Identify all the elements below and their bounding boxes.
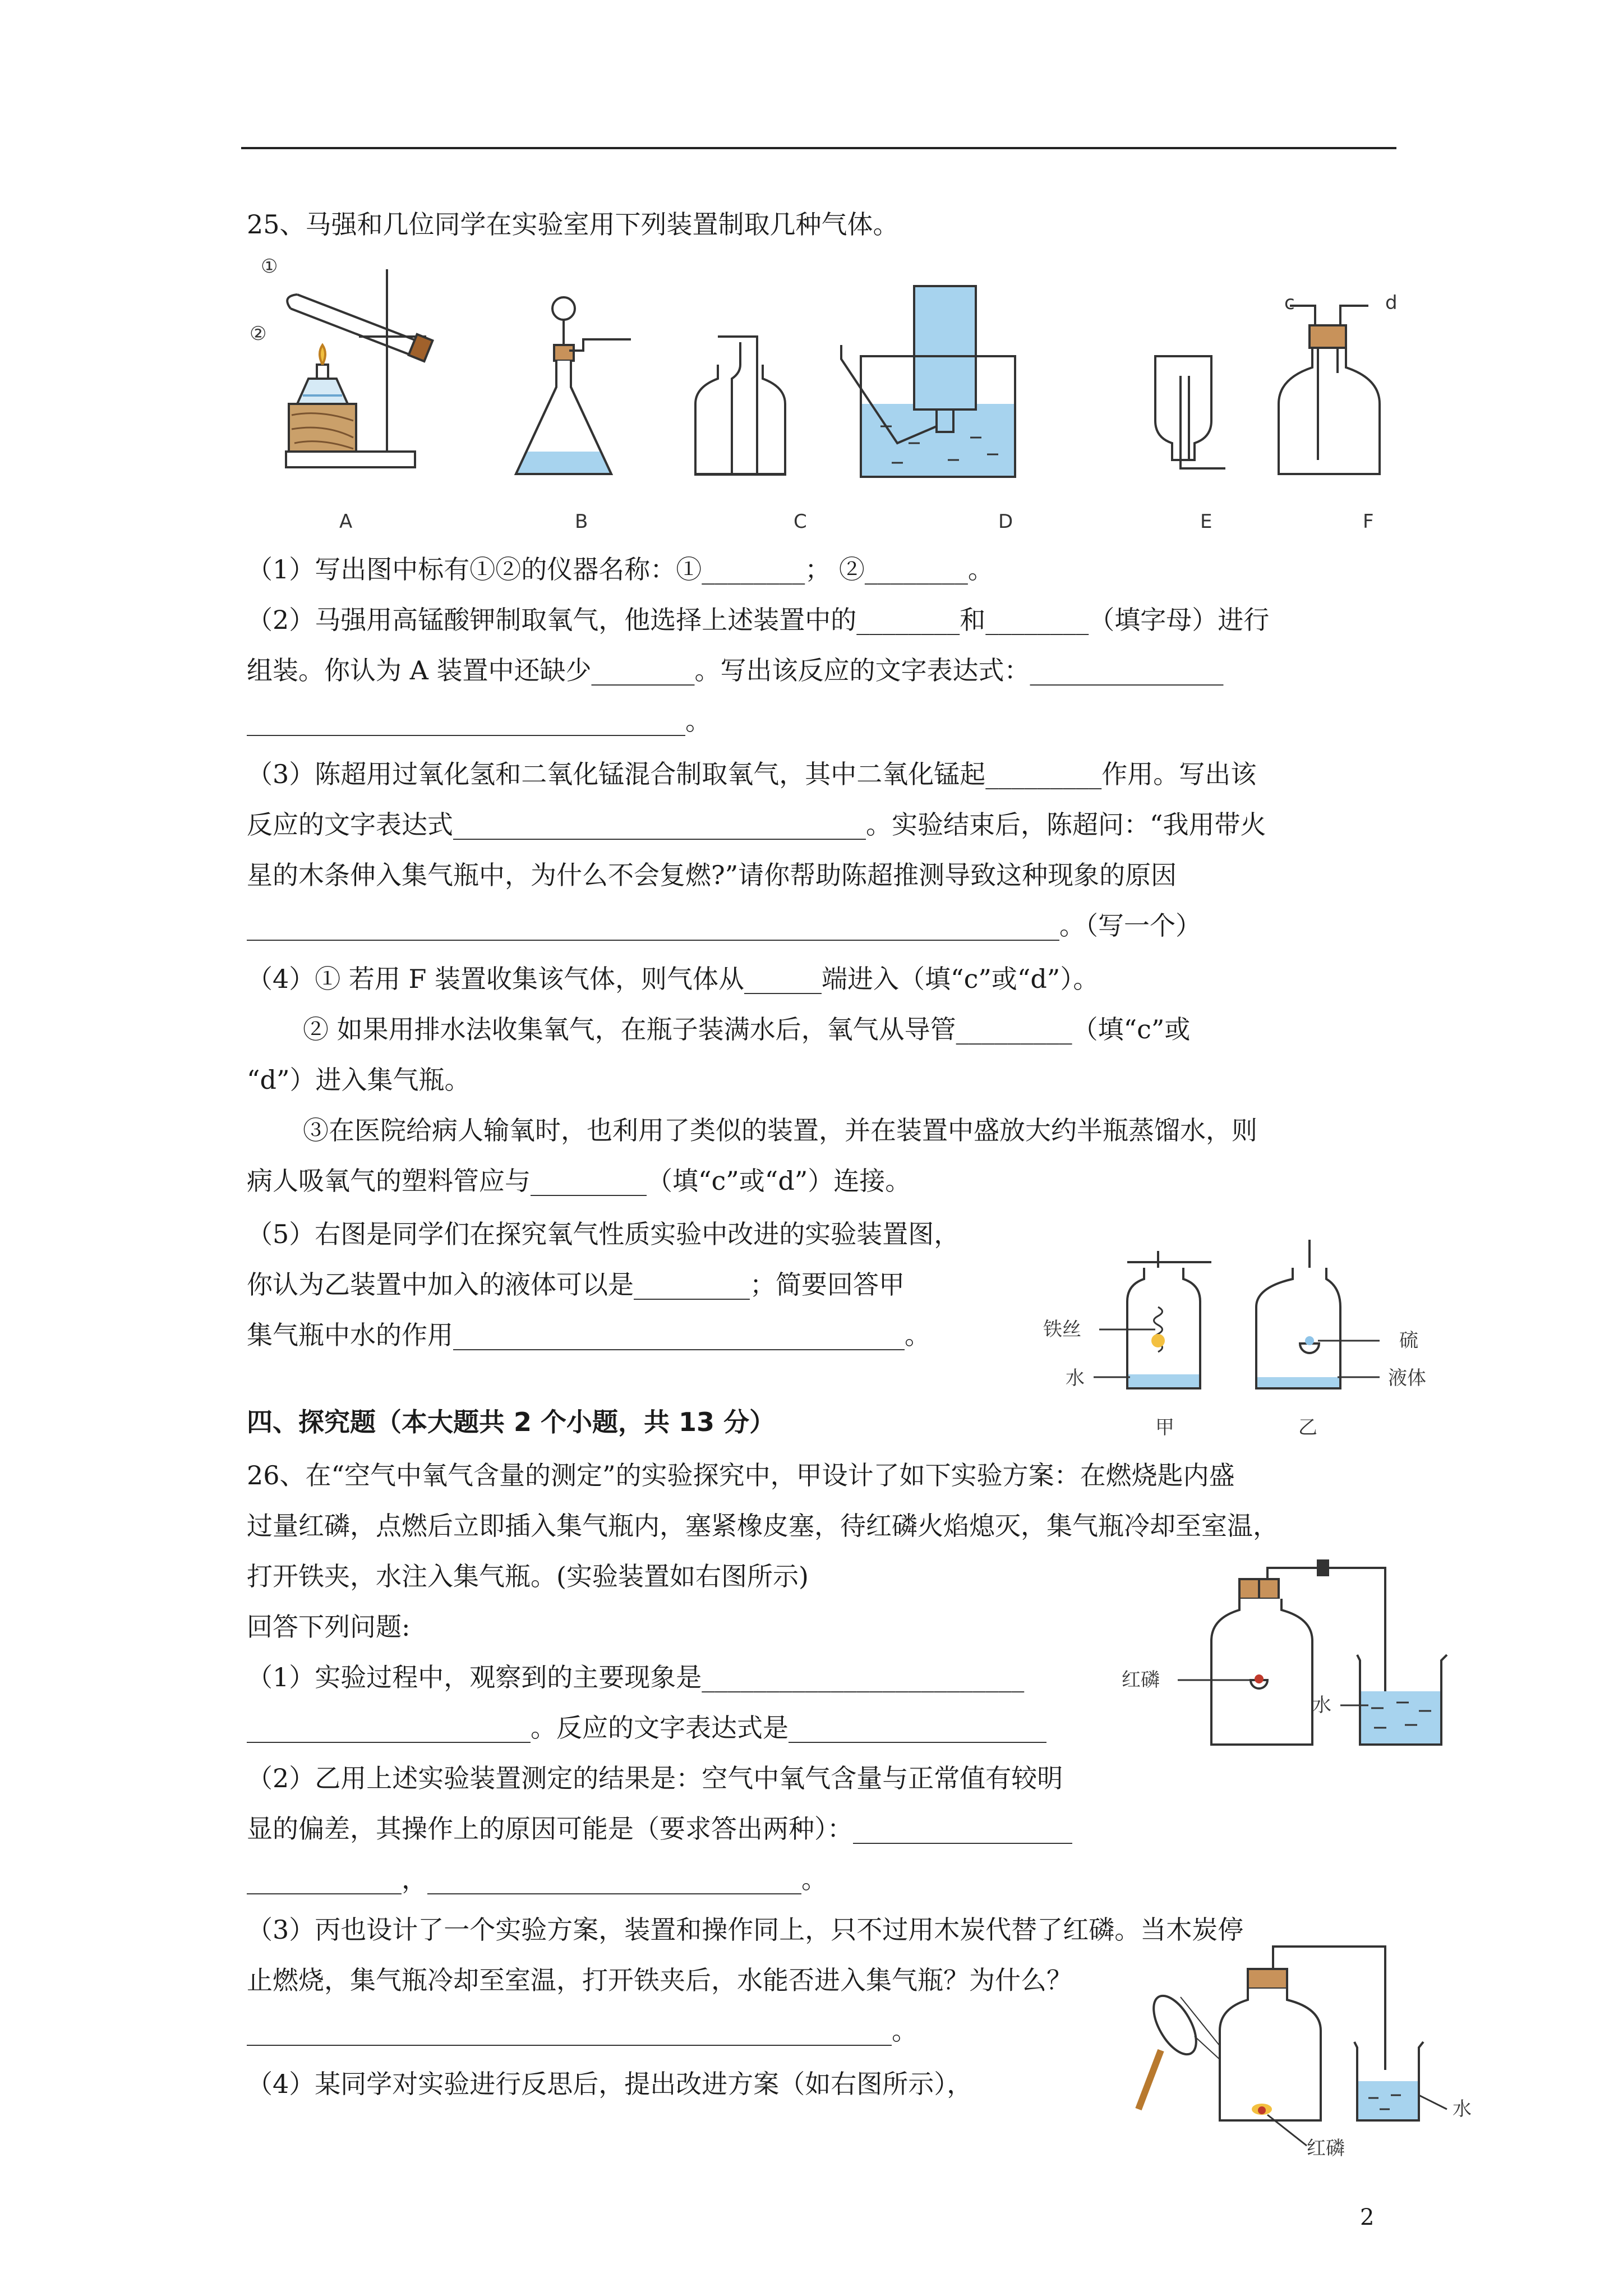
fig5-jia: 甲 — [1155, 1416, 1174, 1439]
fig26-2-honglin: 红磷 — [1307, 2137, 1345, 2160]
q26-p1b: ______________________。反应的文字表达式是____________________ — [247, 1713, 1046, 1743]
q25-p5b: 你认为乙装置中加入的液体可以是_________；简要回答甲 — [247, 1269, 905, 1300]
q26-p3c: __________________________________________________。 — [247, 2016, 917, 2046]
label-a: A — [339, 510, 353, 533]
q25-title: 25、马强和几位同学在实验室用下列装置制取几种气体。 — [247, 209, 899, 240]
label-b: B — [575, 510, 588, 533]
q25-p3b: 反应的文字表达式________________________________。实验结束后，陈超问：“我用带火 — [247, 809, 1266, 840]
improved-apparatus-figure — [1127, 1930, 1492, 2165]
q25-p4a: （4）① 若用 F 装置收集该气体，则气体从______端进入（填“c”或“d”）。 — [247, 964, 1099, 994]
q26-p3b: 止燃烧，集气瓶冷却至室温，打开铁夹后，水能否进入集气瓶？为什么？ — [247, 1965, 1072, 1995]
q25-p3a: （3）陈超用过氧化氢和二氧化锰混合制取氧气，其中二氧化锰起_________作用。写出该 — [247, 759, 1257, 789]
fig26-2-shui: 水 — [1453, 2098, 1472, 2120]
header-rule — [241, 147, 1396, 149]
fig5-yeti: 液体 — [1388, 1367, 1426, 1389]
fig5-shui: 水 — [1066, 1367, 1085, 1389]
q25-p5a: （5）右图是同学们在探究氧气性质实验中改进的实验装置图， — [247, 1219, 960, 1249]
q26-l1: 26、在“空气中氧气含量的测定”的实验探究中，甲设计了如下实验方案：在燃烧匙内盛 — [247, 1460, 1235, 1490]
q25-p2b: 组装。你认为 A 装置中还缺少________。写出该反应的文字表达式：_______________ — [247, 655, 1224, 685]
apparatus-figure — [247, 252, 1503, 544]
fig26-1-honglin: 红磷 — [1122, 1669, 1160, 1691]
q26-p2a: （2）乙用上述实验装置测定的结果是：空气中氧气含量与正常值有较明 — [247, 1763, 1063, 1793]
oxygen-content-figure — [1206, 1565, 1486, 1750]
q25-p3d: _______________________________________________________________。（写一个） — [247, 910, 1201, 941]
label-c-app: C — [794, 510, 807, 533]
label-d: d — [1385, 292, 1398, 314]
section-heading: 四、探究题（本大题共 2 个小题，共 13 分） — [247, 1407, 776, 1437]
q26-p3a: （3）丙也设计了一个实验方案，装置和操作同上，只不过用木炭代替了红磷。当木炭停 — [247, 1915, 1244, 1945]
mark-1: ① — [261, 255, 278, 278]
q26-p2b: 显的偏差，其操作上的原因可能是（要求答出两种）：_________________ — [247, 1814, 1072, 1844]
label-f: F — [1363, 510, 1374, 533]
q25-p4d: ③在医院给病人输氧时，也利用了类似的装置，并在装置中盛放大约半瓶蒸馏水，则 — [303, 1115, 1257, 1145]
apparatus-b — [516, 297, 631, 474]
q26-l4: 回答下列问题: — [247, 1612, 411, 1642]
fig5-tiesi: 铁丝 — [1043, 1318, 1081, 1341]
q26-l3: 打开铁夹，水注入集气瓶。(实验装置如右图所示) — [247, 1561, 809, 1591]
label-e: E — [1200, 510, 1212, 533]
q25-p3c: 星的木条伸入集气瓶中，为什么不会复燃?”请你帮助陈超推测导致这种现象的原因 — [247, 860, 1177, 890]
fig5-yi: 乙 — [1298, 1416, 1317, 1439]
q25-p4b: ② 如果用排水法收集氧气，在瓶子装满水后，氧气从导管_________（填“c”或 — [303, 1014, 1191, 1045]
q26-p2c: ____________，_____________________________。 — [247, 1864, 827, 1894]
apparatus-a — [286, 269, 432, 467]
apparatus-c — [695, 337, 785, 475]
q25-p4c: “d”）进入集气瓶。 — [247, 1065, 471, 1095]
q25-p2a: （2）马强用高锰酸钾制取氧气，他选择上述装置中的________和________（填字母）进行 — [247, 605, 1270, 635]
q25-p1: （1）写出图中标有①②的仪器名称：①________； ②________。 — [247, 554, 994, 585]
q26-p4a: （4）某同学对实验进行反思后，提出改进方案（如右图所示）， — [247, 2069, 973, 2099]
label-d-app: D — [998, 510, 1013, 533]
apparatus-d — [841, 286, 1015, 477]
q26-l2: 过量红磷，点燃后立即插入集气瓶内，塞紧橡皮塞，待红磷火焰熄灭，集气瓶冷却至室温， — [247, 1511, 1279, 1541]
q25-p5c: 集气瓶中水的作用___________________________________。 — [247, 1320, 930, 1350]
q25-p2c: __________________________________。 — [247, 706, 711, 736]
fig5-liu: 硫 — [1399, 1329, 1418, 1352]
q25-p4e: 病人吸氧气的塑料管应与_________（填“c”或“d”）连接。 — [247, 1166, 911, 1196]
apparatus-e — [1155, 356, 1225, 468]
apparatus-f — [1279, 306, 1380, 474]
mark-2: ② — [250, 323, 267, 345]
fig26-1-shui: 水 — [1312, 1694, 1331, 1717]
q26-p1a: （1）实验过程中，观察到的主要现象是_________________________ — [247, 1662, 1025, 1692]
label-c: c — [1284, 292, 1295, 314]
page-number: 2 — [1360, 2205, 1375, 2230]
